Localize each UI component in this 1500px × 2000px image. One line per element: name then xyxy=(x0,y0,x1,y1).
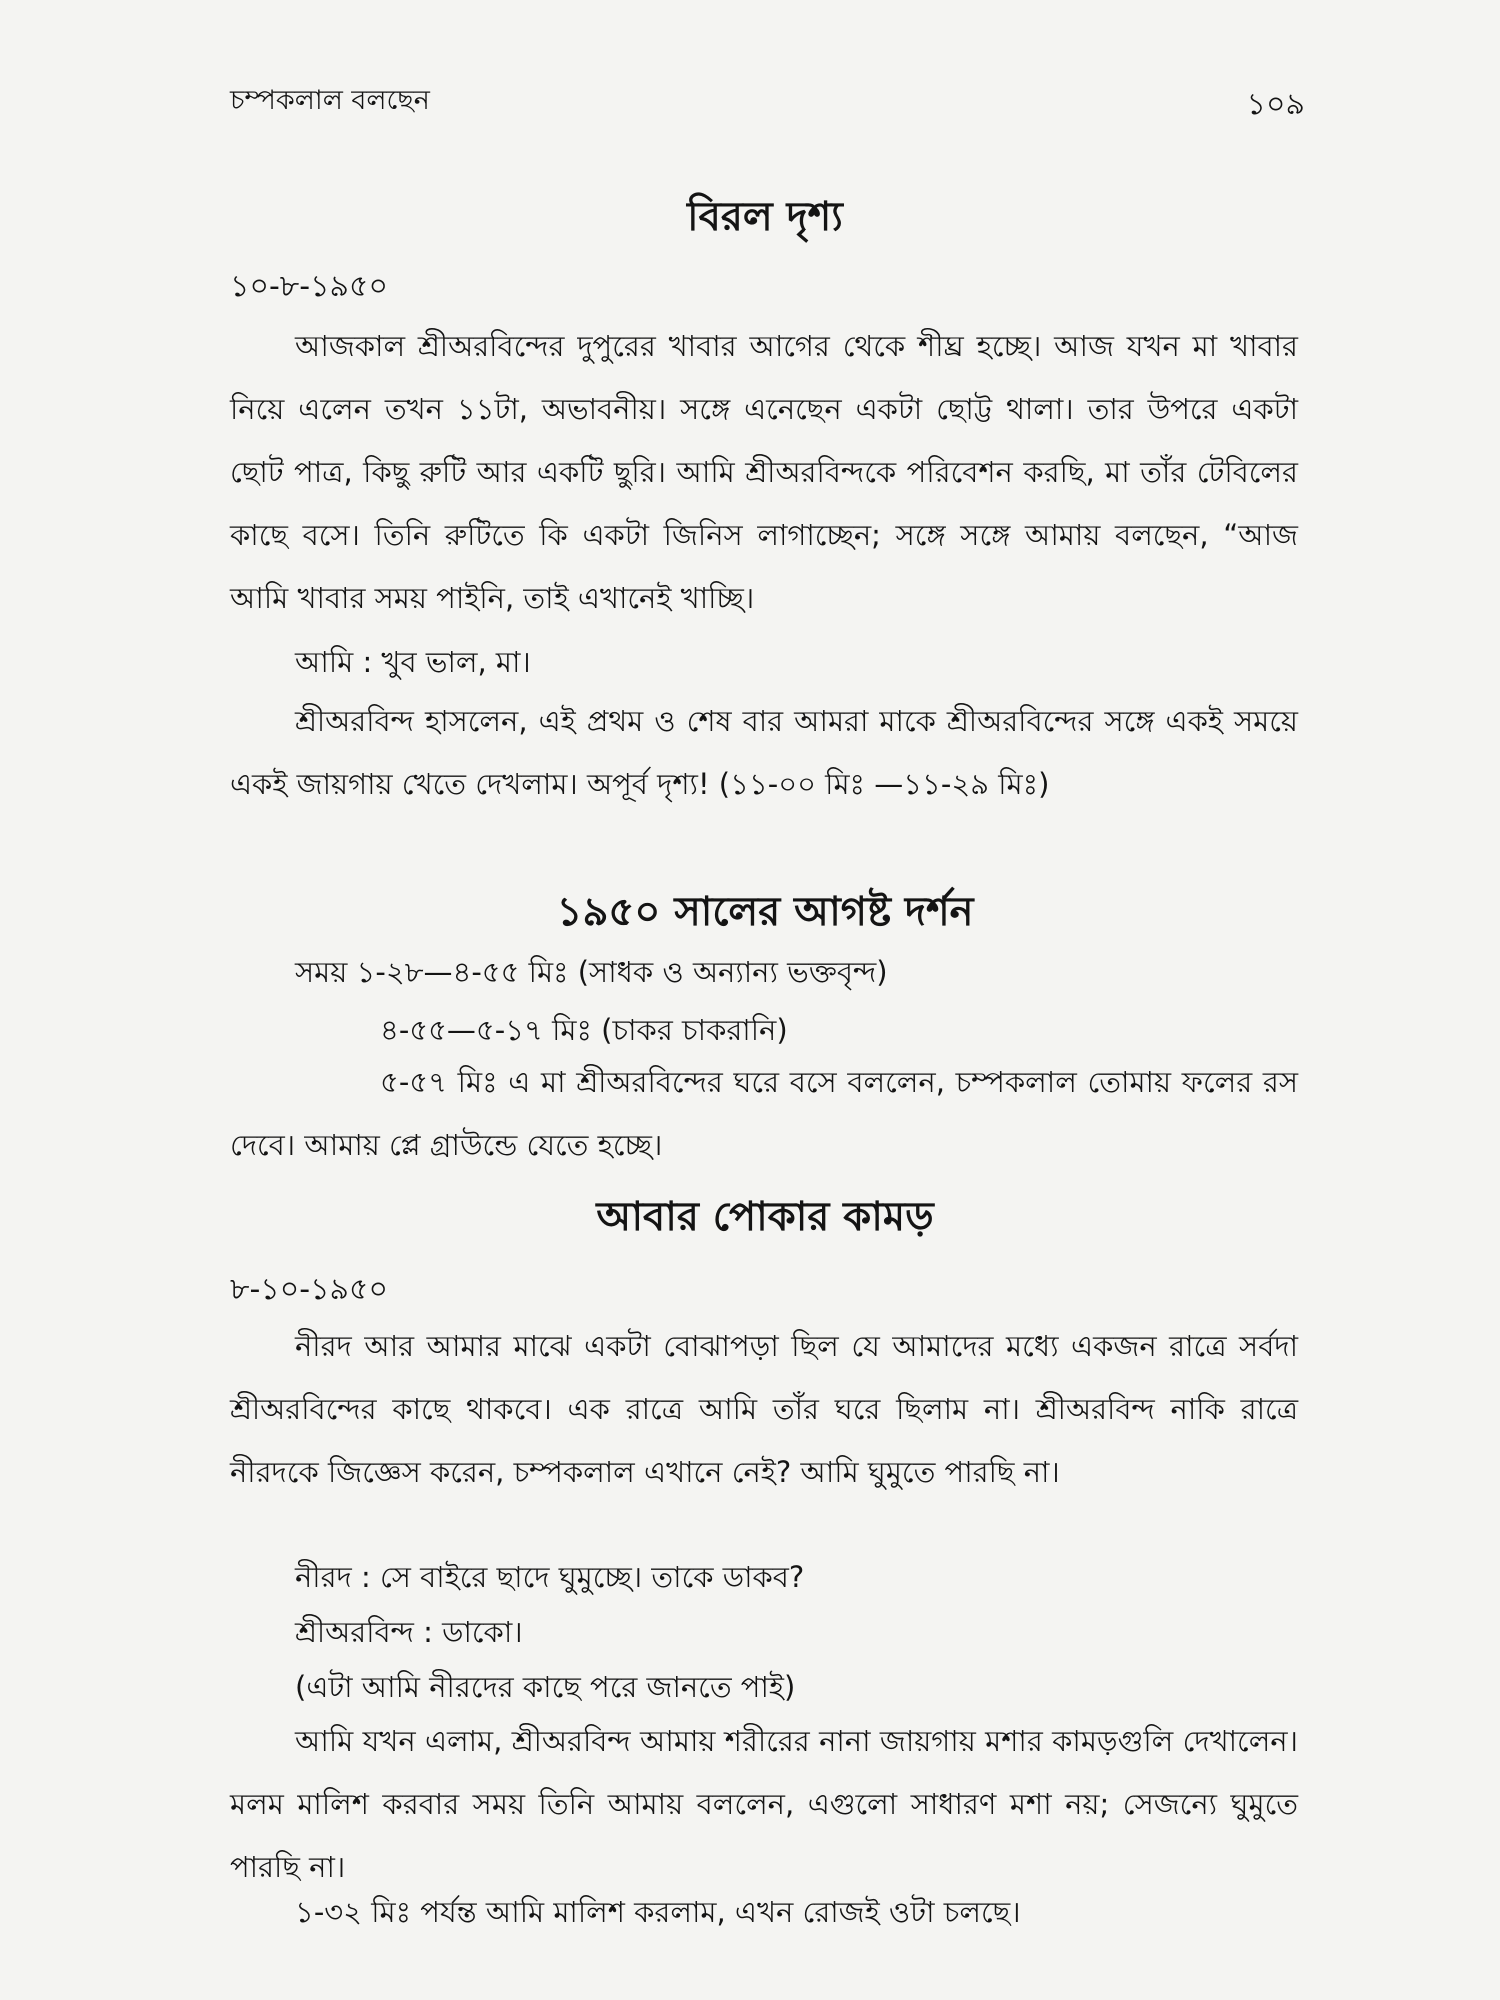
section-title-august-darshan: ১৯৫০ সালের আগষ্ট দর্শন xyxy=(556,889,974,935)
running-head: চম্পকলাল বলছেন xyxy=(230,85,430,116)
time-line: সময় ১-২৮—৪-৫৫ মিঃ (সাধক ও অন্যান্য ভক্তবৃন্দ) xyxy=(295,955,888,989)
paragraph: আজকাল শ্রীঅরবিন্দের দুপুরের খাবার আগের থেকে শীঘ্র হচ্ছে। আজ যখন মা খাবার নিয়ে এলেন তখন ১১টা, অভাবনীয়। সঙ্গে এনেছেন একটা ছোট্ট থালা। তার উপরে একটা ছোট পাত্র, কিছু রুটি আর একটি ছুরি। আমি শ্রীঅরবিন্দকে পরিবেশন করছি, মা তাঁর টেবিলের কাছে বসে। তিনি রুটিতে কি একটা জিনিস লাগাচ্ছেন; সঙ্গে সঙ্গে আমায় বলছেন, “আজ আমি খাবার সময় পাইনি, তাই এখানেই খাচ্ছি। xyxy=(230,329,1298,615)
note-line: (এটা আমি নীরদের কাছে পরে জানতে পাই) xyxy=(295,1670,796,1704)
paragraph: ৫-৫৭ মিঃ এ মা শ্রীঅরবিন্দের ঘরে বসে বললেন, চম্পকলাল তোমায় ফলের রস দেবে। আমায় প্লে গ্রাউন্ডে যেতে হচ্ছে। xyxy=(230,1065,1298,1162)
paragraph: নীরদ আর আমার মাঝে একটা বোঝাপড়া ছিল যে আমাদের মধ্যে একজন রাত্রে সর্বদা শ্রীঅরবিন্দের কাছে থাকবে। এক রাত্রে আমি তাঁর ঘরে ছিলাম না। শ্রীঅরবিন্দ নাকি রাত্রে নীরদকে জিজ্ঞেস করেন, চম্পকলাল এখানে নেই? আমি ঘুমুতে পারছি না। xyxy=(230,1329,1298,1489)
paragraph: আমি যখন এলাম, শ্রীঅরবিন্দ আমায় শরীরের নানা জায়গায় মশার কামড়গুলি দেখালেন। মলম মালিশ করবার সময় তিনি আমায় বললেন, এগুলো সাধারণ মশা নয়; সেজন্যে ঘুমুতে পারছি না। xyxy=(230,1724,1298,1884)
dialogue-line: আমি : খুব ভাল, মা। xyxy=(295,645,531,679)
dialogue-line: নীরদ : সে বাইরে ছাদে ঘুমুচ্ছে। তাকে ডাকব? xyxy=(295,1560,805,1594)
page-number: ১০৯ xyxy=(1246,87,1305,122)
time-line: ৪-৫৫—৫-১৭ মিঃ (চাকর চাকরানি) xyxy=(380,1013,788,1047)
paragraph: শ্রীঅরবিন্দ হাসলেন, এই প্রথম ও শেষ বার আমরা মাকে শ্রীঅরবিন্দের সঙ্গে একই সময়ে একই জায়গায় খেতে দেখলাম। অপূর্ব দৃশ্য! (১১-০০ মিঃ —১১-২৯ মিঃ) xyxy=(230,704,1298,801)
section-date: ১০-৮-১৯৫০ xyxy=(230,269,388,304)
dialogue-line: শ্রীঅরবিন্দ : ডাকো। xyxy=(295,1615,523,1649)
section-title-insect-bite: আবার পোকার কামড় xyxy=(596,1194,934,1240)
section-title-rare-scene: বিরল দৃশ্য xyxy=(687,194,843,240)
paragraph-last-line: ১-৩২ মিঃ পর্যন্ত আমি মালিশ করলাম, এখন রোজই ওটা চলছে। xyxy=(295,1895,1021,1929)
section-date: ৮-১০-১৯৫০ xyxy=(230,1272,388,1307)
